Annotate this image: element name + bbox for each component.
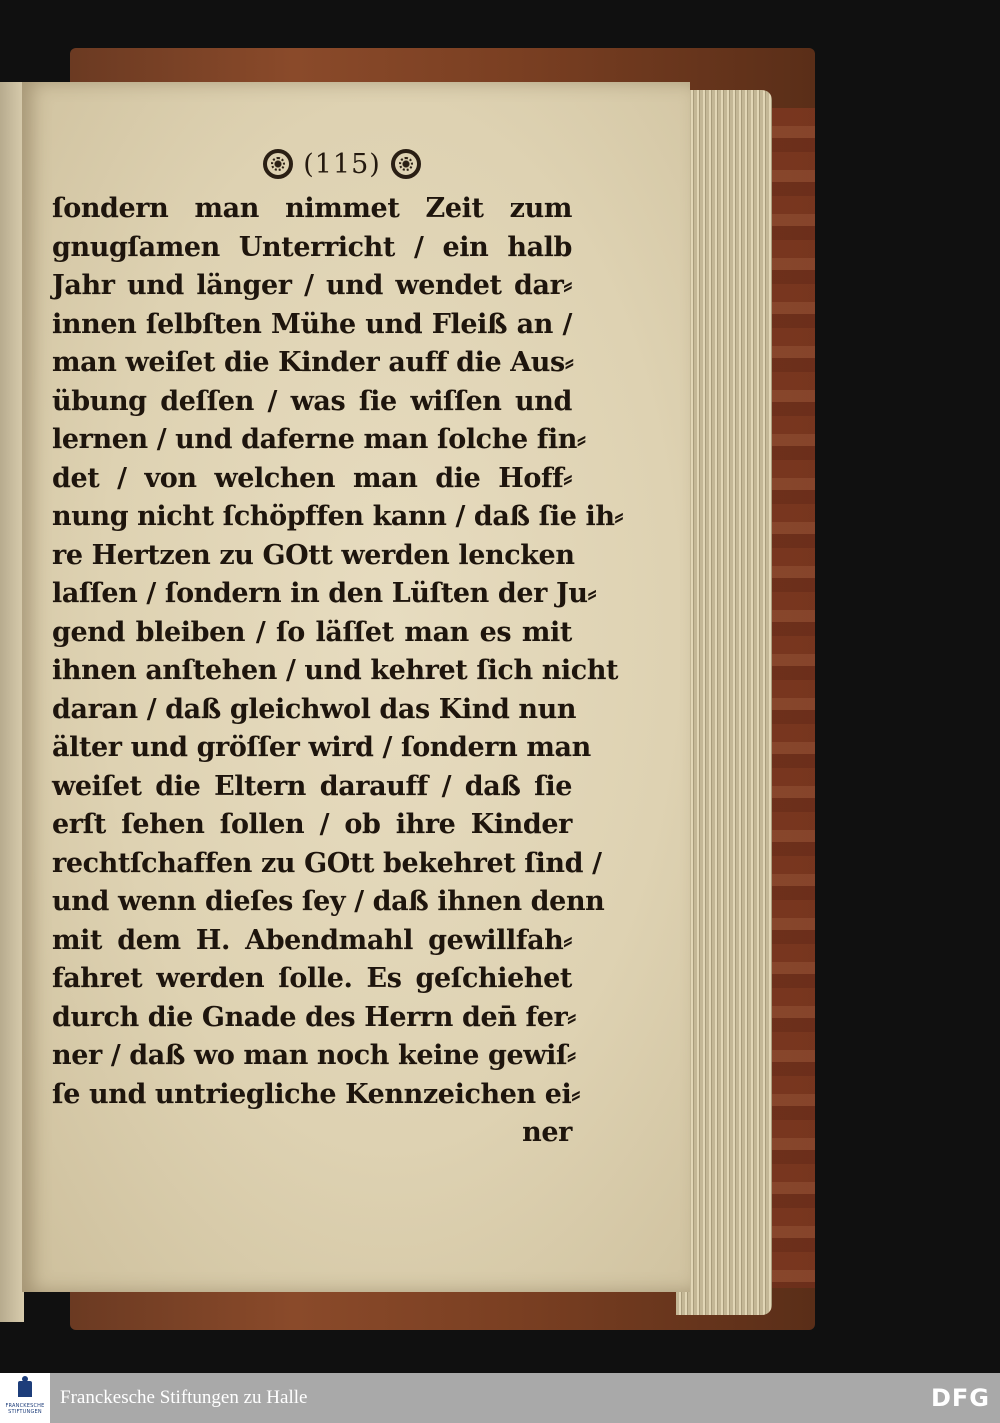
page-fore-edge — [676, 90, 772, 1315]
text-line: daran / daß gleichwol das Kind nun — [52, 693, 577, 725]
footer-bar — [0, 1373, 1000, 1423]
text-line: det / von welchen man die Hoff⸗ — [52, 462, 572, 494]
text-line: lernen / und daferne man ſolche fin⸗ — [52, 424, 586, 455]
book-page — [22, 82, 690, 1292]
text-line: erſt ſehen ſollen / ob ihre Kinder — [52, 809, 572, 840]
text-line: gnugſamen Unterricht / ein halb — [52, 231, 572, 263]
text-line: ſe und untriegliche Kennzeichen ei⸗ — [52, 1078, 580, 1110]
rosette-ornament-icon — [391, 149, 421, 179]
dfg-logo[interactable]: DFG — [930, 1384, 990, 1412]
text-line: gend bleiben / ſo läſſet man es mit — [52, 616, 572, 648]
text-line: re Hertzen zu GOtt werden lencken — [52, 539, 575, 571]
text-line: rechtſchaffen zu GOtt bekehret ſind / — [52, 847, 602, 879]
page-number: (115) — [303, 148, 381, 180]
logo-text: FRANCKESCHE STIFTUNGEN — [5, 1403, 45, 1415]
text-line: Jahr und länger / und wendet dar⸗ — [52, 270, 572, 301]
text-line: durch die Gnade des Herrn den̄ fer⸗ — [52, 1001, 576, 1033]
previous-page-edge — [0, 82, 24, 1322]
institution-link[interactable]: Franckesche Stiftungen zu Halle — [60, 1387, 308, 1408]
rosette-ornament-icon — [263, 149, 293, 179]
franckesche-stiftungen-logo[interactable] — [0, 1373, 50, 1423]
text-line: ner / daß wo man noch keine gewiſ⸗ — [52, 1040, 576, 1071]
text-line: nung nicht ſchöpffen kann / daß ſie ih⸗ — [52, 501, 624, 532]
text-line: innen ſelbſten Mühe und Fleiß an / — [52, 308, 572, 340]
text-line: laſſen / ſondern in den Lüſten der Ju⸗ — [52, 578, 597, 609]
text-line: übung deſſen / was ſie wiſſen und — [52, 385, 572, 417]
page-header — [227, 144, 457, 184]
catchword: ner — [522, 1117, 572, 1148]
text-line: mit dem H. Abendmahl gewillfah⸗ — [52, 924, 572, 956]
orphan-statue-icon — [18, 1381, 32, 1397]
text-line: älter und gröſſer wird / ſondern man — [52, 732, 591, 763]
page-text — [52, 190, 624, 1153]
text-line: ſondern man nimmet Zeit zum — [52, 193, 572, 224]
text-line: ihnen anſtehen / und kehret ſich nicht — [52, 655, 619, 686]
text-line: weiſet die Eltern darauff / daß ſie — [52, 770, 572, 802]
text-line: und wenn dieſes ſey / daß ihnen denn — [52, 886, 605, 917]
text-line: man weiſet die Kinder auff die Aus⸗ — [52, 347, 574, 378]
text-line: fahret werden ſolle. Es geſchiehet — [52, 963, 572, 994]
